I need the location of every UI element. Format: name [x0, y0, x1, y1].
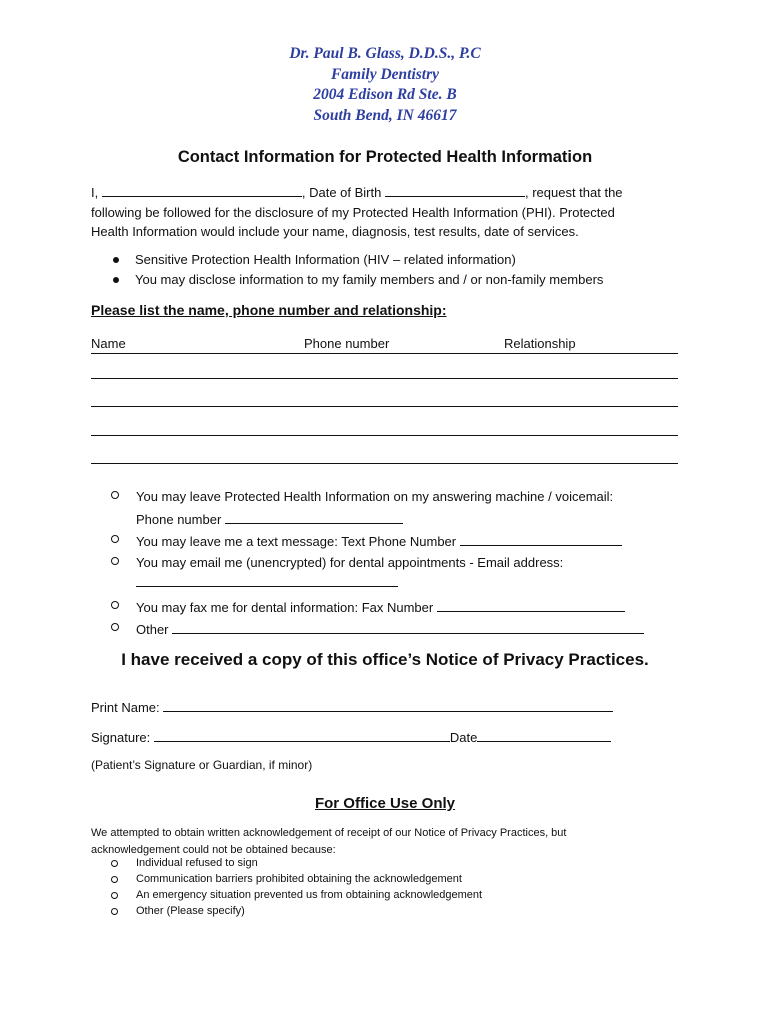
date-blank[interactable] — [477, 729, 611, 742]
bullet-icon — [113, 277, 119, 283]
patient-name-blank[interactable] — [102, 184, 302, 197]
voicemail-phone-blank[interactable] — [225, 511, 403, 524]
office-use-heading: For Office Use Only — [314, 795, 456, 812]
column-relationship: Relationship — [504, 336, 576, 351]
circle-bullet-icon — [111, 557, 119, 565]
signature-note: (Patient’s Signature or Guardian, if minor) — [91, 758, 313, 772]
letterhead — [0, 44, 770, 126]
contact-entry-line[interactable] — [91, 406, 678, 407]
column-name: Name — [91, 336, 126, 351]
bullet-item: Sensitive Protection Health Information (HIV – related information) — [111, 250, 603, 270]
intro-paragraph — [91, 183, 681, 242]
column-phone-number: Phone number — [304, 336, 390, 351]
intro-line-3: Health Information would include your name, diagnosis, test results, date of services. — [91, 224, 579, 239]
dentist-name: Dr. Paul B. Glass, D.D.S., P.C — [289, 45, 481, 62]
bullet-item: You may disclose information to my family members and / or non-family members — [111, 270, 603, 290]
circle-bullet-icon — [111, 876, 118, 883]
date-of-birth-blank[interactable] — [385, 184, 525, 197]
street-address: 2004 Edison Rd Ste. B — [313, 86, 457, 103]
contact-entry-line[interactable] — [91, 463, 678, 464]
circle-bullet-icon — [111, 860, 118, 867]
date-label: Date — [449, 730, 478, 745]
print-name-blank[interactable] — [163, 699, 613, 712]
office-use-text: We attempted to obtain written acknowledgement of receipt of our Notice of Privacy Practices, but acknowledgement could not be obtained because: — [91, 827, 567, 856]
contact-entry-line[interactable] — [91, 378, 678, 379]
text-phone-blank[interactable] — [460, 533, 622, 546]
i-label: I, — [91, 185, 99, 200]
circle-bullet-icon — [111, 491, 119, 499]
circle-bullet-icon — [111, 601, 119, 609]
bullet-icon — [113, 257, 119, 263]
signature-field: Signature: Date — [91, 729, 611, 745]
dob-label: , Date of Birth — [301, 185, 382, 200]
city-address: South Bend, IN 46617 — [313, 106, 457, 124]
other-blank[interactable] — [172, 621, 644, 634]
contacts-heading: Please list the name, phone number and relationship: — [91, 302, 447, 318]
email-address-blank[interactable] — [136, 574, 398, 587]
signature-blank[interactable] — [154, 729, 450, 742]
contact-entry-line[interactable] — [91, 435, 678, 436]
circle-bullet-icon — [111, 535, 119, 543]
form-page: Dr. Paul B. Glass, D.D.S., P.C Family Dentistry 2004 Edison Rd Ste. B South Bend, IN 46617 Contact Information for Protected Health Information I, , Date of Birth , request that the following be followed for the disclosure of my Protected Health Information (PHI). Protected Health Information would include your name, diagnosis, test results, date of services. Sensitive Protection Health Information (HIV – related information) You may disclose information to my family members and / or non-family members Please list the name, phone number and relationship: Name Phone number Relationship You may leave Protected Health Information on my answering machine / voicemail: Phone number You may leave me a text message: Text Phone Number You may email me (unencrypted) for dental appointments - Email address: You may fax me for dental information: Fax Number Other I have received a copy of this office’s Notice of Privacy Practices. Print Name: Signature: Date (Patient’s Signature or Guardian, if minor) For Office Use Only We attempted to obtain written acknowledgement of receipt of our Notice of Privacy Practices, but acknowledgement could not be obtained because: Individual refused to sign Communication barriers prohibited obtaining the acknowledgement An emergency situation prevented us from obtaining acknowledgement Other (Please specify) — [0, 0, 770, 1024]
request-text: , request that the — [524, 185, 623, 200]
contacts-column-headers — [91, 336, 678, 354]
circle-bullet-icon — [111, 892, 118, 899]
circle-bullet-icon — [111, 623, 119, 631]
fax-number-blank[interactable] — [437, 599, 625, 612]
print-name-field: Print Name: — [91, 699, 613, 715]
intro-line-2: following be followed for the disclosure of my Protected Health Information (PHI). Protected — [91, 204, 615, 220]
form-title: Contact Information for Protected Health Information — [177, 148, 593, 166]
circle-bullet-icon — [111, 908, 118, 915]
phi-bullet-list — [111, 250, 603, 290]
practice-name: Family Dentistry — [330, 65, 440, 83]
privacy-notice-heading: I have received a copy of this office’s Notice of Privacy Practices. — [121, 650, 649, 669]
